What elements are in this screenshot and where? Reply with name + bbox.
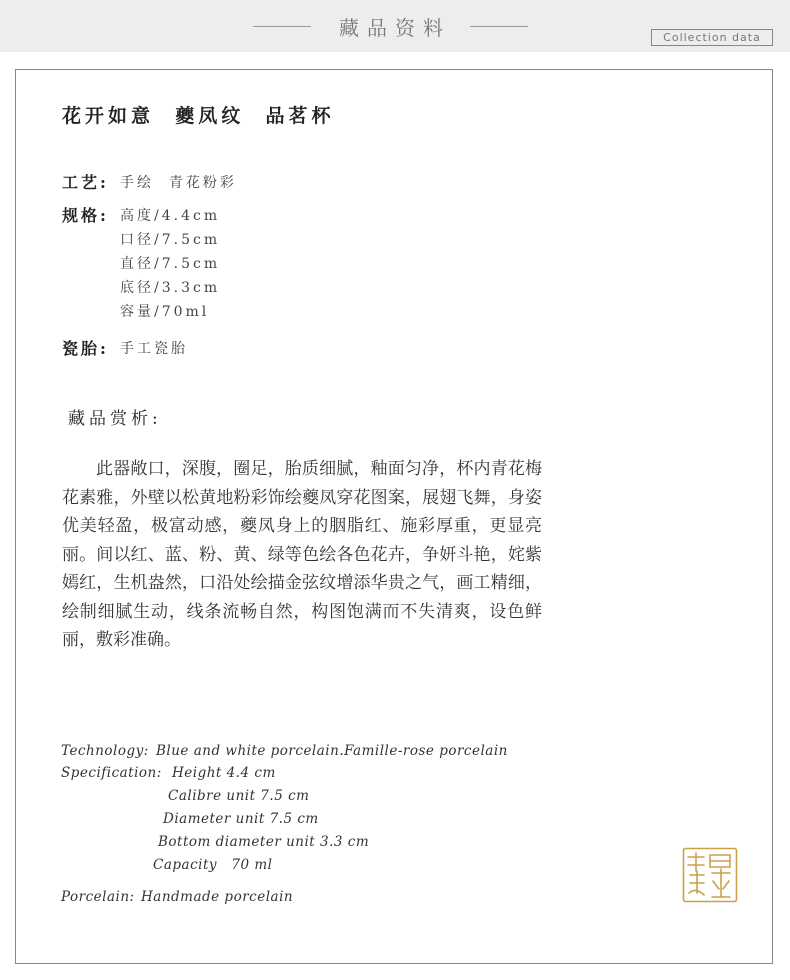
header-title: 藏品资料	[339, 16, 451, 40]
collection-data-badge: Collection data	[651, 29, 773, 46]
en-spec-height: Height 4.4 cm	[172, 765, 276, 781]
spec-item-mouth: 口径/7.5cm	[120, 232, 221, 248]
spec-item-diameter: 直径/7.5cm	[120, 256, 221, 272]
en-spec-bottom: Bottom diameter unit 3.3 cm	[158, 834, 370, 850]
en-technology-label: Technology:	[61, 743, 149, 759]
en-spec-label: Specification:	[61, 765, 162, 781]
spec-item-base: 底径/3.3cm	[120, 280, 221, 296]
craft-label: 工艺:	[62, 173, 109, 192]
header-divider-right	[470, 26, 528, 27]
en-technology-value: Blue and white porcelain.Famille-rose porcelain	[156, 743, 508, 759]
craft-value: 手绘 青花粉彩	[120, 175, 237, 191]
gold-seal-stamp-icon	[682, 847, 738, 903]
en-porcelain-value: Handmade porcelain	[141, 889, 294, 905]
spec-item-capacity: 容量/70ml	[120, 304, 210, 320]
appraisal-heading: 藏品赏析:	[68, 409, 162, 429]
appraisal-text: 此器敞口，深腹，圈足，胎质细腻，釉面匀净，杯内青花梅花素雅，外壁以松黄地粉彩饰绘夔凤穿花图案，展翅飞舞，身姿优美轻盈，极富动感，夔凤身上的胭脂红、施彩厚重，更显亮丽。间以红、蓝、粉、黄、绿等色绘各色花卉，争妍斗艳，姹紫嫣红，生机盎然，口沿处绘描金弦纹增添华贵之气，画工精细，绘制细腻生动，线条流畅自然，构图饱满而不失清爽，设色鲜丽，敷彩准确。	[62, 459, 542, 650]
product-title: 花开如意 夔凤纹 品茗杯	[62, 105, 335, 127]
body-material-label: 瓷胎:	[62, 339, 109, 358]
body-material-value: 手工瓷胎	[120, 341, 188, 357]
en-porcelain-label: Porcelain:	[61, 889, 135, 905]
en-spec-calibre: Calibre unit 7.5 cm	[168, 788, 310, 804]
spec-item-height: 高度/4.4cm	[120, 208, 221, 224]
en-spec-diameter: Diameter unit 7.5 cm	[163, 811, 319, 827]
en-spec-capacity: Capacity 70 ml	[153, 857, 273, 873]
spec-label: 规格:	[62, 206, 109, 225]
